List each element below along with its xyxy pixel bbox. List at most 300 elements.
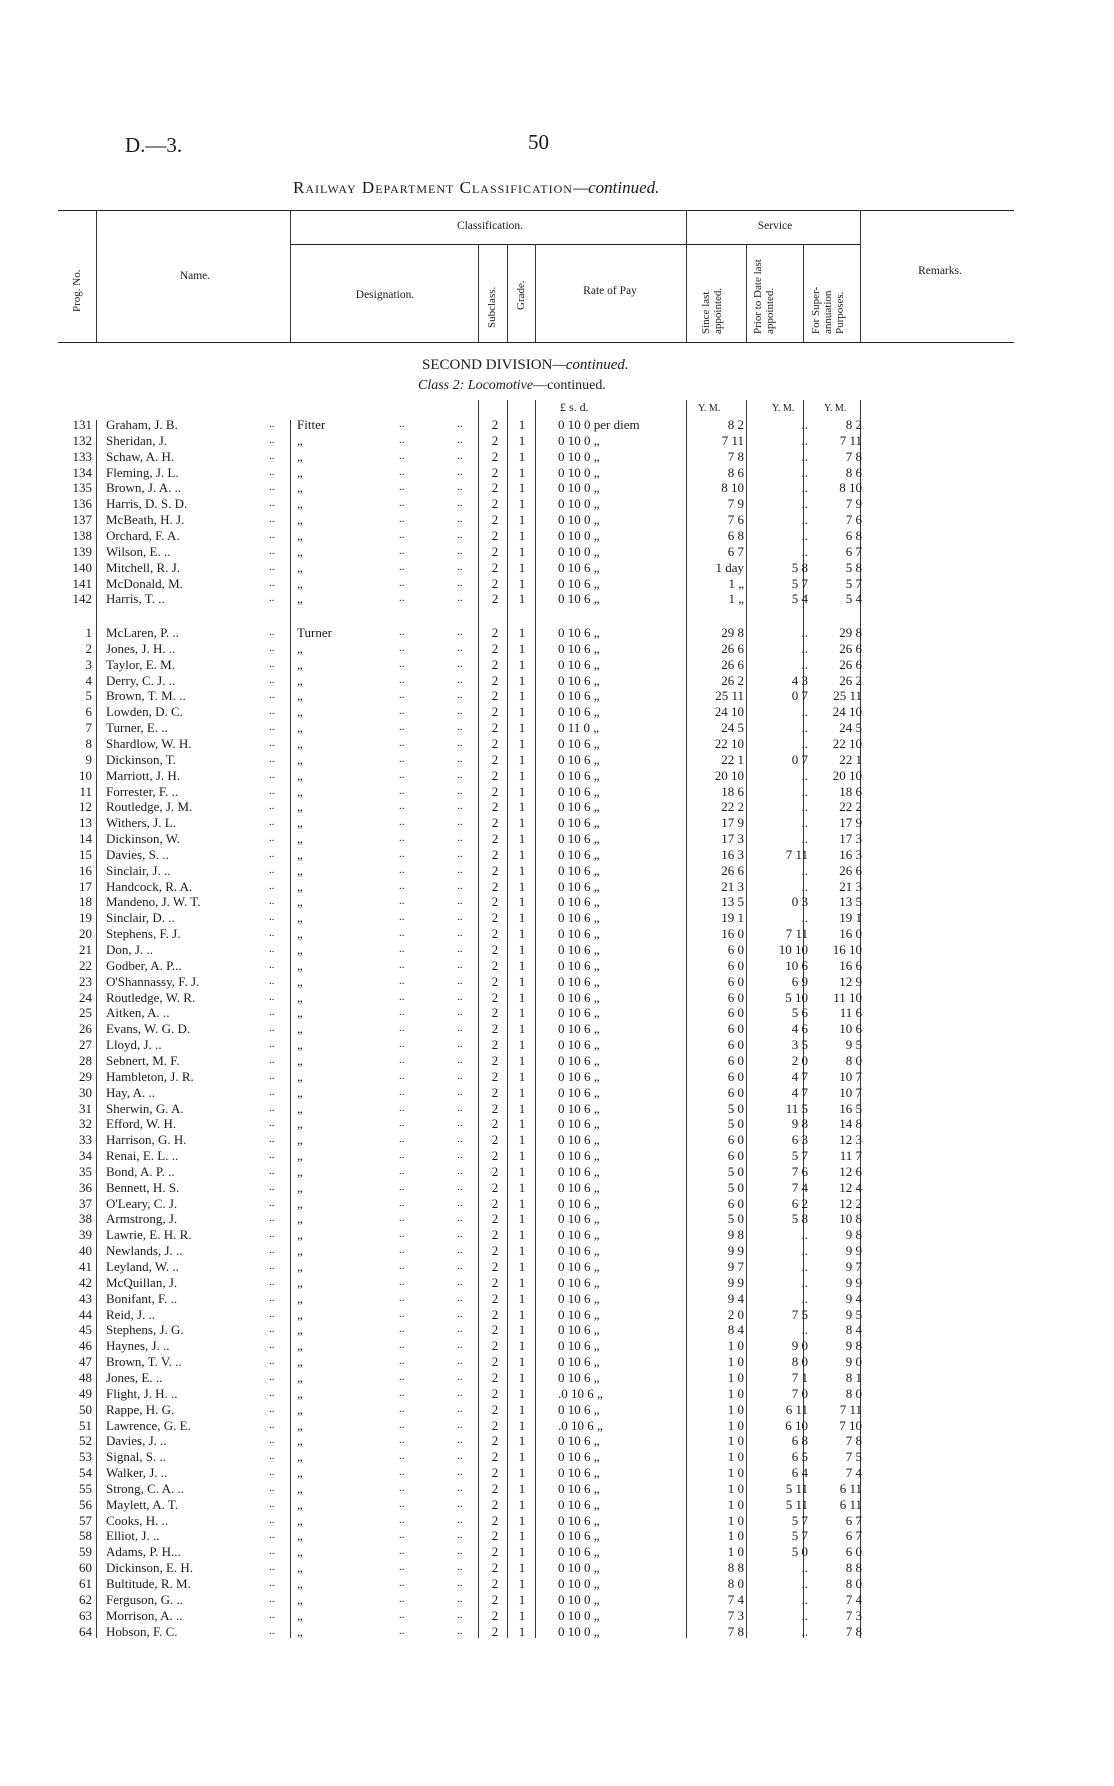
leader-dots: .. bbox=[399, 958, 405, 971]
leader-dots: .. bbox=[269, 449, 275, 462]
table-row bbox=[0, 1164, 1114, 1180]
leader-dots: .. bbox=[269, 958, 275, 971]
leader-dots: .. bbox=[399, 1133, 405, 1146]
designation: „ bbox=[297, 767, 303, 783]
leader-dots: .. bbox=[269, 576, 275, 589]
service-superannuation: 29 8 bbox=[839, 625, 862, 640]
rate-of-pay: 0 10 6 „ bbox=[558, 625, 600, 640]
leader-dots: .. bbox=[457, 1069, 463, 1082]
leader-dots: .. bbox=[399, 1291, 405, 1304]
service-superannuation: 7 10 bbox=[839, 1417, 862, 1433]
grade: 1 bbox=[518, 543, 526, 559]
designation: „ bbox=[297, 894, 303, 910]
service-since: 8 4 bbox=[727, 1322, 744, 1338]
prog-number: 5 bbox=[85, 688, 92, 704]
grade: 1 bbox=[518, 910, 526, 926]
service-prior: 4 3 bbox=[791, 672, 808, 688]
prog-number: 12 bbox=[79, 799, 92, 815]
col-header-service: Service bbox=[757, 220, 793, 232]
service-prior: .. bbox=[801, 543, 808, 559]
service-prior: .. bbox=[801, 720, 808, 736]
service-since: 7 4 bbox=[727, 1591, 744, 1607]
rate-of-pay: 0 10 6 „ bbox=[558, 1163, 600, 1179]
prog-number: 13 bbox=[79, 815, 92, 831]
leader-dots: .. bbox=[399, 1434, 405, 1447]
designation: „ bbox=[297, 1100, 303, 1116]
grade: 1 bbox=[518, 688, 526, 704]
service-since: 6 0 bbox=[727, 1021, 744, 1037]
col-divider-6 bbox=[686, 210, 687, 342]
grade: 1 bbox=[518, 846, 526, 862]
col-header-prog-no: Prog. No. bbox=[71, 269, 83, 312]
staff-name: Signal, S. .. bbox=[106, 1449, 166, 1465]
rate-of-pay: 0 10 6 „ bbox=[558, 1148, 600, 1164]
service-superannuation: 7 6 bbox=[845, 512, 862, 528]
leader-dots: .. bbox=[399, 1117, 405, 1130]
table-row bbox=[0, 910, 1114, 926]
rate-of-pay: 0 10 6 „ bbox=[558, 1195, 600, 1211]
designation: „ bbox=[297, 1401, 303, 1417]
staff-name: Don, J. .. bbox=[106, 942, 153, 957]
leader-dots: .. bbox=[399, 736, 405, 749]
service-since: 5 0 bbox=[727, 1211, 744, 1227]
designation: „ bbox=[297, 543, 303, 559]
leader-dots: .. bbox=[269, 465, 275, 478]
designation: „ bbox=[297, 1512, 303, 1528]
prog-number: 19 bbox=[79, 910, 92, 926]
service-superannuation: 9 8 bbox=[845, 1227, 862, 1243]
rate-of-pay: 0 10 0 „ bbox=[558, 1576, 600, 1591]
prog-number: 1 bbox=[85, 625, 92, 640]
leader-dots: .. bbox=[269, 1101, 275, 1114]
prog-number: 63 bbox=[79, 1607, 92, 1623]
prog-number: 135 bbox=[72, 480, 92, 496]
subclass: 2 bbox=[491, 831, 499, 847]
prog-number: 137 bbox=[72, 512, 92, 528]
leader-dots: .. bbox=[269, 1196, 275, 1209]
grade: 1 bbox=[518, 783, 526, 799]
rate-of-pay: 0 10 6 „ bbox=[558, 1290, 600, 1306]
service-since: 1 day bbox=[715, 559, 744, 575]
prior-label: Prior to Date last appointed. bbox=[752, 259, 776, 334]
prog-number: 30 bbox=[79, 1084, 92, 1100]
rate-of-pay: 0 10 6 „ bbox=[558, 1227, 600, 1243]
leader-dots: .. bbox=[457, 673, 463, 686]
subclass: 2 bbox=[491, 910, 499, 926]
rate-of-pay: 0 10 0 „ bbox=[558, 527, 600, 543]
leader-dots: .. bbox=[457, 800, 463, 813]
grade: 1 bbox=[518, 1385, 526, 1401]
staff-name: McBeath, H. J. bbox=[106, 512, 185, 528]
service-prior: .. bbox=[801, 799, 808, 815]
staff-name: Lawrence, G. E. bbox=[106, 1417, 191, 1433]
subclass: 2 bbox=[491, 1179, 499, 1195]
leader-dots: .. bbox=[269, 626, 275, 638]
service-superannuation: 9 8 bbox=[845, 1338, 862, 1354]
leader-dots: .. bbox=[399, 1545, 405, 1558]
service-prior: 7 11 bbox=[785, 846, 808, 862]
subclass: 2 bbox=[491, 1433, 499, 1449]
service-since: 7 3 bbox=[727, 1607, 744, 1623]
leader-dots: .. bbox=[457, 1196, 463, 1209]
service-superannuation: 22 10 bbox=[832, 735, 862, 751]
subclass: 2 bbox=[491, 942, 499, 957]
designation: „ bbox=[297, 448, 303, 464]
staff-name: Maylett, A. T. bbox=[106, 1496, 179, 1512]
service-superannuation: 8 2 bbox=[845, 417, 862, 432]
leader-dots: .. bbox=[399, 1244, 405, 1257]
service-superannuation: 8 8 bbox=[845, 1560, 862, 1576]
designation: „ bbox=[297, 1259, 303, 1274]
prog-number: 131 bbox=[72, 417, 92, 432]
prog-number: 22 bbox=[79, 957, 92, 973]
subclass: 2 bbox=[491, 1449, 499, 1465]
prog-number: 7 bbox=[85, 720, 92, 736]
leader-dots: .. bbox=[269, 736, 275, 749]
rate-of-pay: 0 11 0 „ bbox=[558, 720, 600, 736]
service-prior: 4 7 bbox=[791, 1084, 808, 1100]
prog-number: 33 bbox=[79, 1132, 92, 1148]
title-main: Railway Department Classification bbox=[293, 178, 573, 197]
service-superannuation: 8 1 bbox=[845, 1369, 862, 1385]
service-superannuation: 8 10 bbox=[839, 480, 862, 496]
designation: „ bbox=[297, 1243, 303, 1259]
service-since: 19 1 bbox=[721, 910, 744, 926]
service-since: 9 9 bbox=[727, 1243, 744, 1259]
leader-dots: .. bbox=[269, 1370, 275, 1383]
staff-name: Stephens, F. J. bbox=[106, 926, 181, 942]
service-superannuation: 9 9 bbox=[845, 1243, 862, 1259]
service-superannuation: 25 11 bbox=[833, 688, 862, 704]
prog-number: 9 bbox=[85, 751, 92, 767]
leader-dots: .. bbox=[457, 497, 463, 510]
subclass: 2 bbox=[491, 815, 499, 831]
leader-dots: .. bbox=[457, 1529, 463, 1542]
leader-dots: .. bbox=[457, 1053, 463, 1066]
designation: „ bbox=[297, 496, 303, 512]
table-row bbox=[0, 465, 1114, 481]
staff-name: Lowden, D. C. bbox=[106, 704, 183, 720]
service-prior: .. bbox=[801, 1259, 808, 1274]
prog-number: 16 bbox=[79, 862, 92, 878]
leader-dots: .. bbox=[457, 847, 463, 860]
leader-dots: .. bbox=[269, 974, 275, 987]
leader-dots: .. bbox=[269, 560, 275, 573]
prog-number: 56 bbox=[79, 1496, 92, 1512]
leader-dots: .. bbox=[457, 1180, 463, 1193]
grade: 1 bbox=[518, 464, 526, 480]
leader-dots: .. bbox=[269, 497, 275, 510]
table-row bbox=[0, 1513, 1114, 1529]
leader-dots: .. bbox=[399, 1307, 405, 1320]
prog-number: 34 bbox=[79, 1148, 92, 1164]
rate-of-pay: 0 10 6 „ bbox=[558, 575, 600, 591]
staff-name: McLaren, P. .. bbox=[106, 625, 179, 640]
service-since: 29 8 bbox=[721, 625, 744, 640]
rate-of-pay: 0 10 0 „ bbox=[558, 1560, 600, 1576]
service-since: 7 8 bbox=[727, 1623, 744, 1639]
table-row bbox=[0, 528, 1114, 544]
designation: „ bbox=[297, 1417, 303, 1433]
leader-dots: .. bbox=[399, 847, 405, 860]
col-header-grade: Grade. bbox=[515, 280, 527, 310]
grade: 1 bbox=[518, 512, 526, 528]
designation: „ bbox=[297, 591, 303, 607]
prog-number: 51 bbox=[79, 1417, 92, 1433]
rate-of-pay: 0 10 6 „ bbox=[558, 735, 600, 751]
subclass: 2 bbox=[491, 1480, 499, 1496]
table-row bbox=[0, 544, 1114, 560]
prog-number: 32 bbox=[79, 1116, 92, 1132]
prog-number: 11 bbox=[79, 783, 92, 799]
leader-dots: .. bbox=[399, 879, 405, 892]
designation: „ bbox=[297, 1496, 303, 1512]
grade: 1 bbox=[518, 1496, 526, 1512]
leader-dots: .. bbox=[269, 927, 275, 940]
table-row bbox=[0, 942, 1114, 958]
service-prior: 8 0 bbox=[791, 1354, 808, 1370]
leader-dots: .. bbox=[399, 1149, 405, 1162]
rate-of-pay: 0 10 6 „ bbox=[558, 1465, 600, 1481]
table-row bbox=[0, 847, 1114, 863]
rate-of-pay: 0 10 6 „ bbox=[558, 688, 600, 704]
prog-number: 23 bbox=[79, 973, 92, 989]
rate-of-pay: 0 10 6 „ bbox=[558, 704, 600, 720]
staff-name: Derry, C. J. .. bbox=[106, 672, 176, 688]
rate-of-pay: 0 10 6 „ bbox=[558, 1544, 600, 1560]
designation: „ bbox=[297, 831, 303, 847]
staff-name: Dickinson, E. H. bbox=[106, 1560, 194, 1576]
designation: „ bbox=[297, 720, 303, 736]
grade: 1 bbox=[518, 1401, 526, 1417]
staff-name: Brown, J. A. .. bbox=[106, 480, 182, 496]
grade: 1 bbox=[518, 625, 526, 640]
service-since: 26 6 bbox=[721, 656, 744, 672]
grade: 1 bbox=[518, 1322, 526, 1338]
prog-number: 64 bbox=[79, 1623, 92, 1639]
subclass: 2 bbox=[491, 1084, 499, 1100]
rate-of-pay: 0 10 6 „ bbox=[558, 1369, 600, 1385]
service-superannuation: 19 1 bbox=[839, 910, 862, 926]
service-since: 6 0 bbox=[727, 1052, 744, 1068]
subclass: 2 bbox=[491, 672, 499, 688]
prog-number: 43 bbox=[79, 1290, 92, 1306]
leader-dots: .. bbox=[457, 1402, 463, 1415]
designation: „ bbox=[297, 799, 303, 815]
class-heading bbox=[418, 378, 606, 394]
grade: 1 bbox=[518, 559, 526, 575]
leader-dots: .. bbox=[457, 1481, 463, 1494]
service-superannuation: 9 4 bbox=[845, 1290, 862, 1306]
staff-name: Withers, J. L. bbox=[106, 815, 176, 831]
staff-name: Hobson, F. C. bbox=[106, 1623, 178, 1639]
prog-number: 41 bbox=[79, 1259, 92, 1274]
leader-dots: .. bbox=[269, 513, 275, 526]
prog-number: 35 bbox=[79, 1163, 92, 1179]
service-since: 1 0 bbox=[727, 1496, 744, 1512]
service-superannuation: 14 8 bbox=[839, 1116, 862, 1132]
staff-name: Elliot, J. .. bbox=[106, 1528, 160, 1544]
staff-name: Stephens, J. G. bbox=[106, 1322, 184, 1338]
service-prior: 0 7 bbox=[791, 688, 808, 704]
service-superannuation: 22 2 bbox=[839, 799, 862, 815]
leader-dots: .. bbox=[457, 1212, 463, 1225]
service-superannuation: 7 8 bbox=[845, 1433, 862, 1449]
years-months-super: Y. M. bbox=[824, 403, 847, 414]
service-prior: 5 7 bbox=[791, 575, 808, 591]
service-since: 6 0 bbox=[727, 957, 744, 973]
grade: 1 bbox=[518, 1354, 526, 1370]
prog-number: 18 bbox=[79, 894, 92, 910]
service-superannuation: 12 4 bbox=[839, 1179, 862, 1195]
prog-number: 139 bbox=[72, 543, 92, 559]
leader-dots: .. bbox=[399, 528, 405, 541]
division-continued: —continued. bbox=[552, 357, 629, 373]
leader-dots: .. bbox=[399, 576, 405, 589]
prog-number: 2 bbox=[85, 640, 92, 656]
leader-dots: .. bbox=[399, 1370, 405, 1383]
service-prior: .. bbox=[801, 862, 808, 878]
staff-name: Davies, S. .. bbox=[106, 846, 169, 862]
col-divider-5 bbox=[535, 244, 536, 342]
staff-name: Hay, A. .. bbox=[106, 1084, 155, 1100]
service-since: 17 9 bbox=[721, 815, 744, 831]
grade: 1 bbox=[518, 1338, 526, 1354]
service-since: 5 0 bbox=[727, 1116, 744, 1132]
leader-dots: .. bbox=[399, 497, 405, 510]
service-prior: .. bbox=[801, 625, 808, 640]
grade: 1 bbox=[518, 926, 526, 942]
subclass: 2 bbox=[491, 1322, 499, 1338]
leader-dots: .. bbox=[457, 1291, 463, 1304]
grade: 1 bbox=[518, 1148, 526, 1164]
service-prior: .. bbox=[801, 640, 808, 656]
subclass: 2 bbox=[491, 1116, 499, 1132]
service-prior: .. bbox=[801, 783, 808, 799]
table-row bbox=[0, 1211, 1114, 1227]
service-prior: 5 11 bbox=[785, 1496, 808, 1512]
leader-dots: .. bbox=[399, 1450, 405, 1463]
subclass: 2 bbox=[491, 1401, 499, 1417]
service-superannuation: 9 7 bbox=[845, 1259, 862, 1274]
leader-dots: .. bbox=[269, 1260, 275, 1272]
service-prior: .. bbox=[801, 432, 808, 448]
service-since: 5 0 bbox=[727, 1163, 744, 1179]
staff-name: Sheridan, J. bbox=[106, 432, 168, 448]
table-row bbox=[0, 1227, 1114, 1243]
leader-dots: .. bbox=[457, 1386, 463, 1399]
service-prior: .. bbox=[801, 831, 808, 847]
leader-dots: .. bbox=[269, 592, 275, 605]
rate-of-pay: 0 10 0 per diem bbox=[558, 417, 640, 432]
service-superannuation: 9 9 bbox=[845, 1274, 862, 1290]
staff-name: Cooks, H. .. bbox=[106, 1512, 169, 1528]
service-superannuation: 21 3 bbox=[839, 878, 862, 894]
service-superannuation: 26 6 bbox=[839, 656, 862, 672]
leader-dots: .. bbox=[457, 1577, 463, 1589]
staff-name: Harris, D. S. D. bbox=[106, 496, 188, 512]
leader-dots: .. bbox=[269, 1592, 275, 1605]
subclass: 2 bbox=[491, 432, 499, 448]
subclass: 2 bbox=[491, 464, 499, 480]
leader-dots: .. bbox=[457, 1592, 463, 1605]
grade: 1 bbox=[518, 1037, 526, 1053]
designation: „ bbox=[297, 1274, 303, 1290]
service-prior: .. bbox=[801, 815, 808, 831]
subclass: 2 bbox=[491, 1623, 499, 1639]
staff-name: Reid, J. .. bbox=[106, 1306, 156, 1322]
service-since: 18 6 bbox=[721, 783, 744, 799]
prog-number: 27 bbox=[79, 1037, 92, 1053]
subclass: 2 bbox=[491, 1607, 499, 1623]
table-row bbox=[0, 1322, 1114, 1338]
designation: „ bbox=[297, 1211, 303, 1227]
table-row bbox=[0, 831, 1114, 847]
leader-dots: .. bbox=[457, 1133, 463, 1146]
designation: „ bbox=[297, 1544, 303, 1560]
subclass: 2 bbox=[491, 846, 499, 862]
grade: 1 bbox=[518, 1116, 526, 1132]
service-superannuation: 7 11 bbox=[839, 432, 862, 448]
table-row bbox=[0, 417, 1114, 433]
col-divider-4 bbox=[507, 244, 508, 342]
designation: „ bbox=[297, 751, 303, 767]
staff-name: Harrison, G. H. bbox=[106, 1132, 187, 1148]
leader-dots: .. bbox=[399, 784, 405, 797]
rate-of-pay: 0 10 6 „ bbox=[558, 1401, 600, 1417]
service-since: 1 „ bbox=[728, 575, 744, 591]
grade: 1 bbox=[518, 878, 526, 894]
grade: 1 bbox=[518, 862, 526, 878]
designation: Turner bbox=[297, 625, 332, 640]
subclass: 2 bbox=[491, 559, 499, 575]
subclass: 2 bbox=[491, 625, 499, 640]
table-row bbox=[0, 560, 1114, 576]
staff-name: Turner, E. .. bbox=[106, 720, 168, 736]
service-prior: 7 4 bbox=[791, 1179, 808, 1195]
grade: 1 bbox=[518, 656, 526, 672]
leader-dots: .. bbox=[269, 1450, 275, 1463]
service-since: 22 1 bbox=[721, 751, 744, 767]
designation: „ bbox=[297, 559, 303, 575]
subclass: 2 bbox=[491, 1259, 499, 1274]
leader-dots: .. bbox=[269, 1624, 275, 1637]
rate-of-pay: 0 10 6 „ bbox=[558, 1211, 600, 1227]
service-superannuation: 9 5 bbox=[845, 1037, 862, 1053]
grade: 1 bbox=[518, 1179, 526, 1195]
leader-dots: .. bbox=[269, 418, 275, 430]
service-superannuation: 7 9 bbox=[845, 496, 862, 512]
service-superannuation: 10 8 bbox=[839, 1211, 862, 1227]
subclass: 2 bbox=[491, 640, 499, 656]
leader-dots: .. bbox=[269, 1228, 275, 1241]
designation: „ bbox=[297, 1623, 303, 1639]
leader-dots: .. bbox=[457, 990, 463, 1003]
service-superannuation: 16 6 bbox=[839, 957, 862, 973]
subclass: 2 bbox=[491, 1591, 499, 1607]
staff-name: Sebnert, M. F. bbox=[106, 1052, 180, 1068]
prog-number: 133 bbox=[72, 448, 92, 464]
service-since: 6 0 bbox=[727, 973, 744, 989]
leader-dots: .. bbox=[269, 895, 275, 908]
service-prior: .. bbox=[801, 1227, 808, 1243]
prog-number: 54 bbox=[79, 1465, 92, 1481]
service-prior: .. bbox=[801, 512, 808, 528]
staff-name: Aitken, A. .. bbox=[106, 1005, 170, 1021]
leader-dots: .. bbox=[269, 673, 275, 686]
service-since: 20 10 bbox=[714, 767, 744, 783]
prog-number: 14 bbox=[79, 831, 92, 847]
